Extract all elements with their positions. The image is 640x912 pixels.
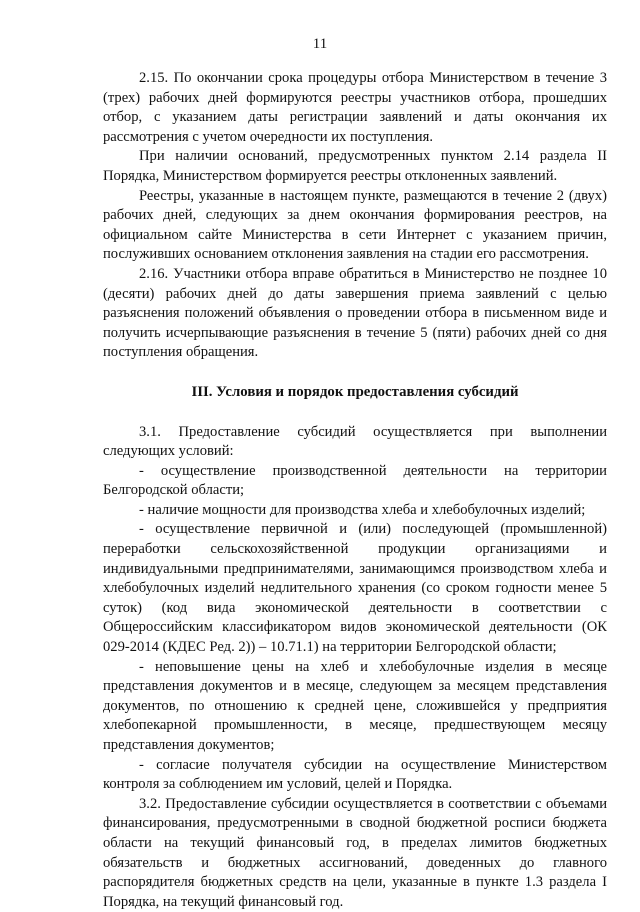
condition-item-territory: - осуществление производственной деятельности на территории Белгородской области; <box>103 462 607 499</box>
condition-item-price: - неповышение цены на хлеб и хлебобулочные изделия в месяце представления документов и в месяце, следующем за месяцем представления документов, по отношению к средней цене, сложившейся у предприятия хлебопекарной промышленности, в месяце, предшествующем месяцу представления документов; <box>103 658 607 753</box>
paragraph-rejected-registries: При наличии оснований, предусмотренных пунктом 2.14 раздела II Порядка, Министерством формируется реестры отклоненных заявлений. <box>103 148 607 184</box>
document-body <box>103 69 607 912</box>
paragraph-3-1: 3.1. Предоставление субсидий осуществляется при выполнении следующих условий: <box>103 423 607 460</box>
paragraph-3-2: 3.2. Предоставление субсидии осуществляется в соответствии с объемами финансирования, предусмотренными в сводной бюджетной росписи бюджета области на текущий финансовый год, в пределах лимитов бюджетных обязательств и бюджетных ассигнований, доведенных до главного распорядителя бюджетных средств на цели, указанные в пункте 1.3 раздела I Порядка, на текущий финансовый год. <box>103 795 607 910</box>
paragraph-registries-publication: Реестры, указанные в настоящем пункте, размещаются в течение 2 (двух) рабочих дней, следующих за днем окончания формирования реестров, на официальном сайте Министерства в сети Интернет с указанием причин, послуживших основанием отклонения заявления на стадии его рассмотрения. <box>103 187 607 263</box>
page-number: 11 <box>312 36 328 52</box>
section-heading: III. Условия и порядок предоставления субсидий <box>191 383 519 400</box>
paragraph-2-15: 2.15. По окончании срока процедуры отбора Министерством в течение 3 (трех) рабочих дней формируются реестры участников отбора, прошедших отбор, с указанием даты регистрации заявлений и даты окончания их рассмотрения с учетом очередности их поступления. <box>103 70 607 145</box>
condition-item-capacity: - наличие мощности для производства хлеба и хлебобулочных изделий; <box>139 501 586 518</box>
condition-item-processing: - осуществление первичной и (или) последующей (промышленной) переработки сельскохозяйственной продукции организациями и индивидуальными предпринимателями, занимающимся производством хлеба и хлебобулочных изделий недлительного хранения (со сроком годности менее 5 суток) (код вида экономической деятельности в соответствии с Общероссийским классификатором видов экономической деятельности (ОК 029-2014 (КДЕС Ред. 2)) – 10.71.1) на территории Белгородской области; <box>103 521 607 656</box>
condition-item-consent: - согласие получателя субсидии на осуществление Министерством контроля за соблюдением им условий, целей и Порядка. <box>103 756 607 793</box>
paragraph-2-16: 2.16. Участники отбора вправе обратиться в Министерство не позднее 10 (десяти) рабочих дней до даты завершения приема заявлений с целью разъяснения положений объявления о проведении отбора в письменном виде и получить исчерпывающие разъяснения в течение 5 (пяти) рабочих дней со дня поступления обращения. <box>103 265 607 361</box>
